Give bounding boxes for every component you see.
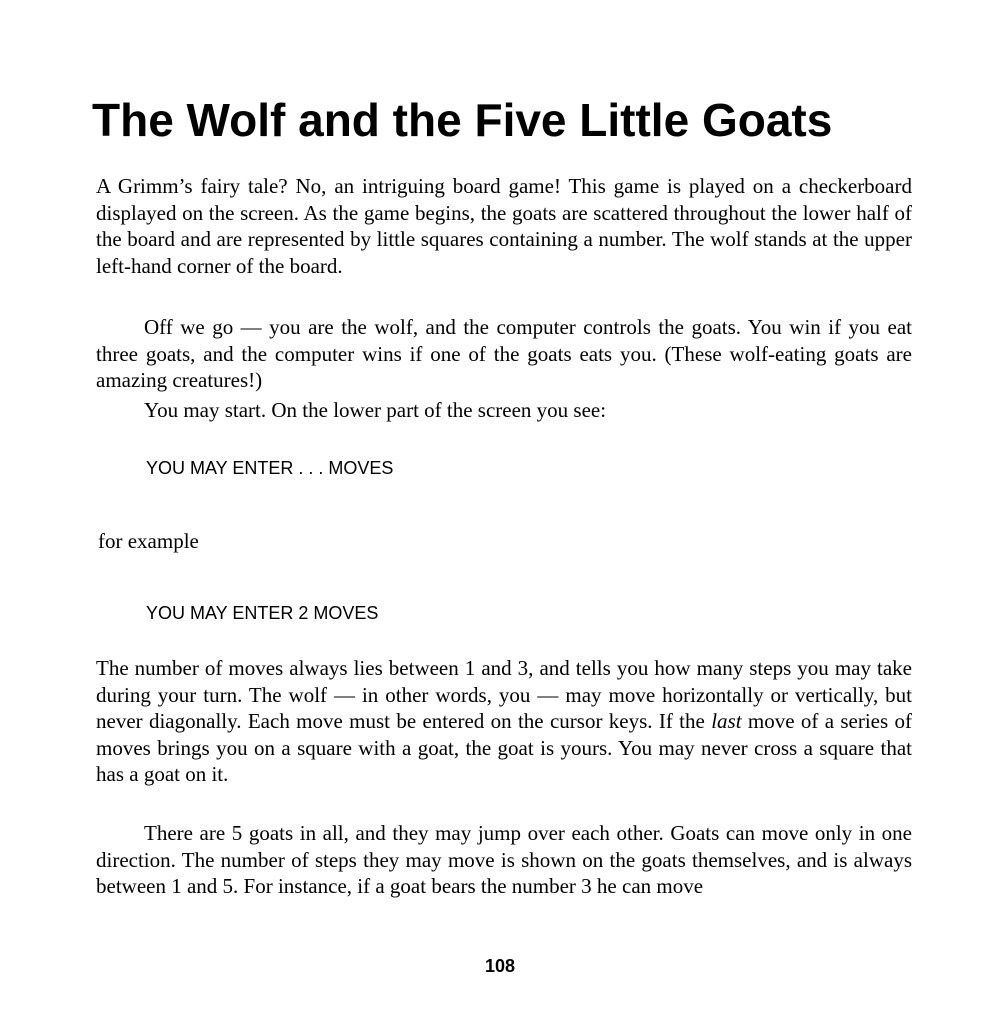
screen-message-generic: YOU MAY ENTER . . . MOVES: [146, 458, 394, 478]
rules-paragraph: Off we go — you are the wolf, and the computer controls the goats. You win if you eat three goats, and the computer wins if one of the goats eats you. (These wolf-eating goats are amazing creatures!): [96, 315, 912, 392]
start-paragraph: You may start. On the lower part of the screen you see:: [144, 398, 607, 422]
page-number: 108: [484, 956, 516, 976]
moves-text-italic: last: [711, 709, 742, 733]
moves-text-end: move of a series of moves brings you on a square with a goat, the goat is yours. You may never cross a square that has a goat on it.: [96, 709, 913, 786]
for-example-text: for example: [98, 529, 199, 553]
moves-text-start: The number of moves always lies between 1 and 3, and tells you how many steps you may take during your turn. The wolf — in other words, you — may move horizontally or vertically, but never diagonally. Each move must be entered on the cursor keys. If the: [96, 656, 912, 733]
moves-paragraph: [96, 655, 912, 788]
intro-paragraph: A Grimm’s fairy tale? No, an intriguing board game! This game is played on a checkerboard displayed on the screen. As the game begins, the goats are scattered throughout the lower half of the board and are represented by little squares containing a number. The wolf stands at the upper left-hand corner of the board.: [96, 174, 912, 278]
goats-paragraph: There are 5 goats in all, and they may jump over each other. Goats can move only in one direction. The number of steps they may move is shown on the goats themselves, and is always between 1 and 5. For instance, if a goat bears the number 3 he can move: [96, 821, 912, 898]
screen-message-example: YOU MAY ENTER 2 MOVES: [146, 603, 379, 623]
page-title: The Wolf and the Five Little Goats: [92, 94, 833, 146]
